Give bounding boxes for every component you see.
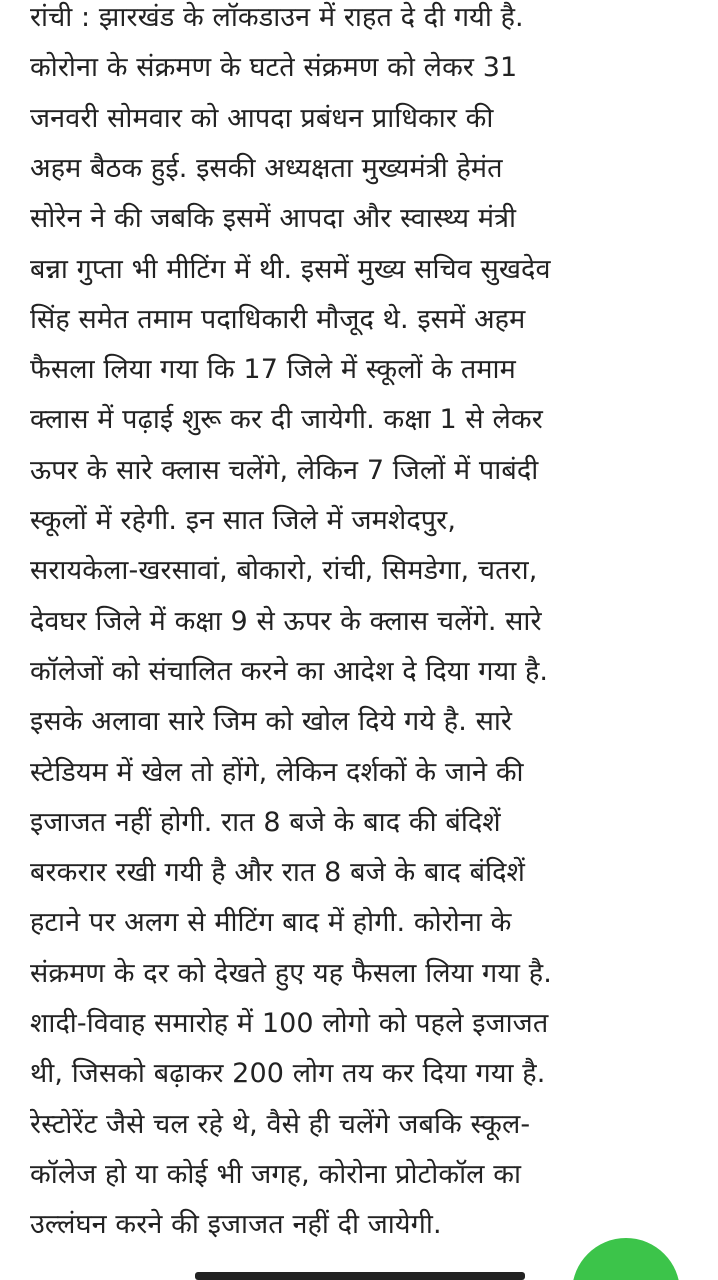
article-line: क्लास में पढ़ाई शुरू कर दी जायेगी. कक्षा 1 से लेकर [30, 404, 543, 436]
article-line: देवघर जिले में कक्षा 9 से ऊपर के क्लास चलेंगे. सारे [30, 605, 542, 637]
article-line: थी, जिसको बढ़ाकर 200 लोग तय कर दिया गया है. [30, 1058, 546, 1090]
article-line: इजाजत नहीं होगी. रात 8 बजे के बाद की बंदिशें [30, 806, 501, 838]
article-line: शादी-विवाह समारोह में 100 लोगो को पहले इजाजत [30, 1008, 549, 1039]
article-line: बरकरार रखी गयी है और रात 8 बजे के बाद बंदिशें [30, 857, 526, 889]
article-line: उल्लंघन करने की इजाजत नहीं दी जायेगी. [30, 1209, 442, 1241]
article-line: इसके अलावा सारे जिम को खोल दिये गये है. सारे [30, 706, 513, 738]
article-line: स्टेडियम में खेल तो होंगे, लेकिन दर्शकों के जाने की [30, 756, 524, 788]
article-line: स्कूलों में रहेगी. इन सात जिले में जमशेदपुर, [30, 505, 457, 536]
article-line: सिंह समेत तमाम पदाधिकारी मौजूद थे. इसमें अहम [30, 303, 526, 335]
article-line: कॉलेजों को संचालित करने का आदेश दे दिया गया है. [30, 655, 549, 687]
article-line: फैसला लिया गया कि 17 जिले में स्कूलों के तमाम [30, 354, 516, 386]
article-line: रेस्टोरेंट जैसे चल रहे थे, वैसे ही चलेंगे जबकि स्कूल- [30, 1108, 531, 1140]
article-line: कोरोना के संक्रमण के घटते संक्रमण को लेकर 31 [30, 52, 518, 84]
article-line: बन्ना गुप्ता भी मीटिंग में थी. इसमें मुख्य सचिव सुखदेव [30, 253, 551, 285]
navigation-handle[interactable] [195, 1272, 525, 1280]
article-line: ऊपर के सारे क्लास चलेंगे, लेकिन 7 जिलों में पाबंदी [30, 454, 539, 486]
article-line: रांची : झारखंड के लॉकडाउन में राहत दे दी गयी है. [30, 2, 524, 33]
article-line: हटाने पर अलग से मीटिंग बाद में होगी. कोरोना के [30, 907, 512, 939]
article-line: सोरेन ने की जबकि इसमें आपदा और स्वास्थ्य मंत्री [30, 203, 517, 235]
article-line: अहम बैठक हुई. इसकी अध्यक्षता मुख्यमंत्री हेमंत [30, 152, 503, 184]
article-line: संक्रमण के दर को देखते हुए यह फैसला लिया गया है. [30, 957, 552, 989]
article-line: सरायकेला-खरसावां, बोकारो, रांची, सिमडेगा, चतरा, [30, 555, 538, 587]
article-line: कॉलेज हो या कोई भी जगह, कोरोना प्रोटोकॉल का [30, 1158, 522, 1190]
article-line: जनवरी सोमवार को आपदा प्रबंधन प्राधिकार की [30, 102, 494, 134]
